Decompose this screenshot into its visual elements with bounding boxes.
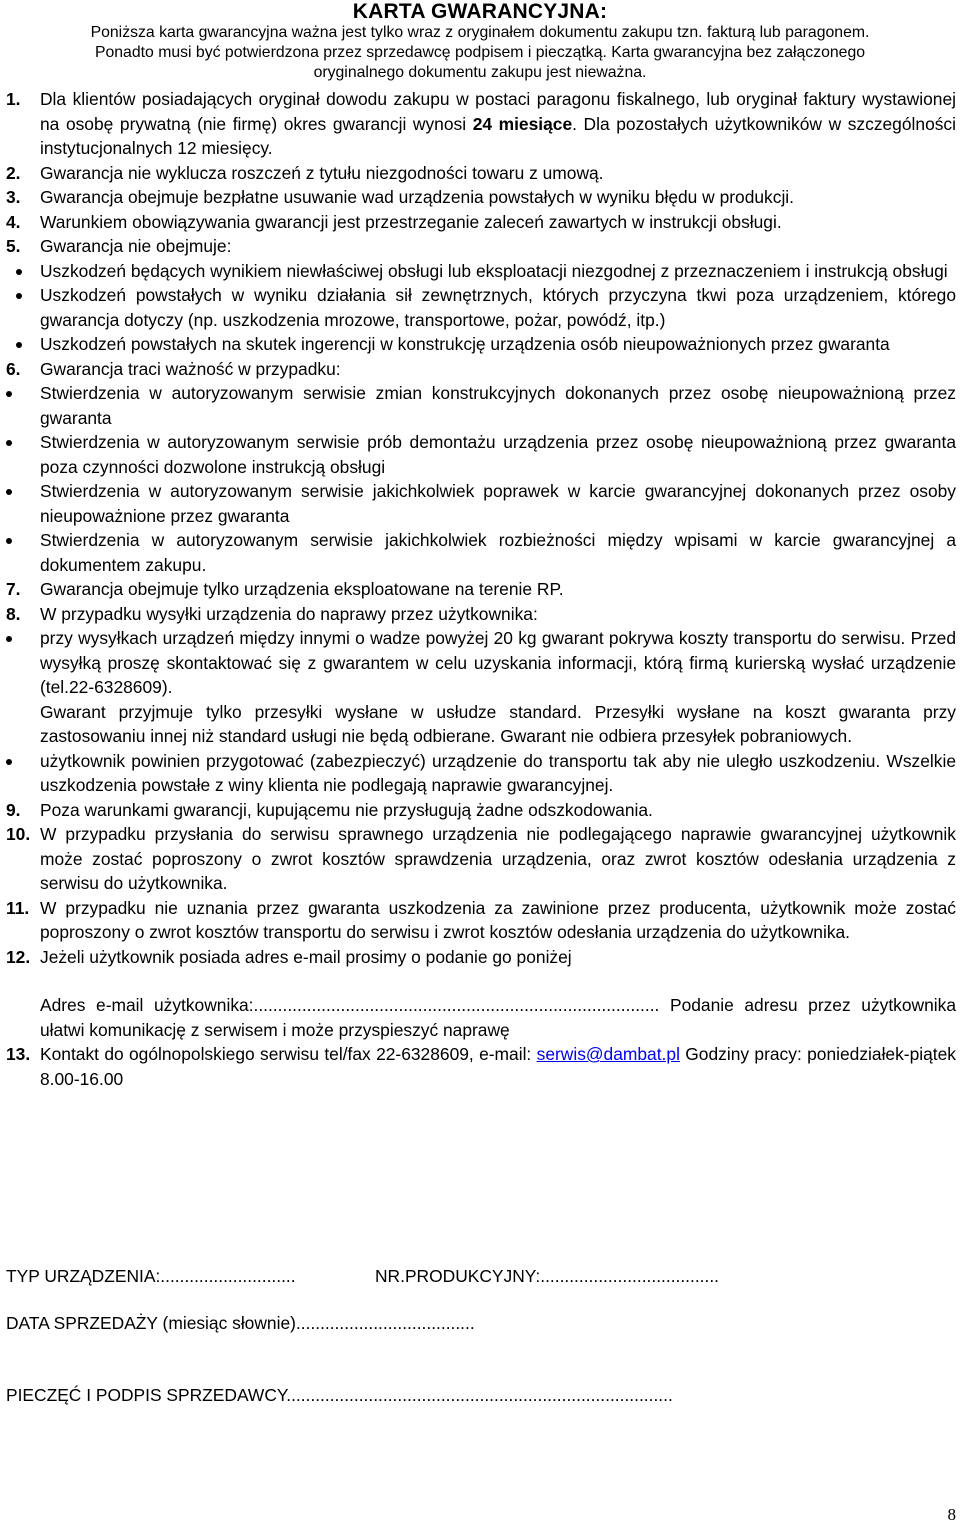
term-number: 10. bbox=[6, 824, 31, 844]
term-number: 9. bbox=[6, 799, 21, 820]
list-item-text: Stwierdzenia w autoryzowanym serwisie zmian konstrukcyjnych dokonanych przez osobę nieupoważnioną przez gwaranta bbox=[40, 383, 956, 428]
list-item bbox=[6, 381, 956, 430]
service-email-link[interactable]: serwis@dambat.pl bbox=[536, 1044, 680, 1064]
list-item bbox=[6, 283, 956, 332]
term-text: W przypadku nie uznania przez gwaranta uszkodzenia za zawinione przez producenta, użytkownik może zostać poproszony o zwrot kosztów transportu do serwisu i zwrot kosztów odesłania urządzenia do użytkownika. bbox=[40, 897, 956, 942]
list-item bbox=[6, 626, 956, 700]
page-number: 8 bbox=[947, 1505, 956, 1524]
list-item bbox=[6, 749, 956, 798]
term-text: . Dla pozostałych użytkowników w szczególności instytucjonalnych 12 miesięcy. bbox=[40, 113, 956, 158]
term-8 bbox=[6, 602, 956, 627]
term-text: Godziny pracy: poniedziałek-piątek 8.00-16.00 bbox=[40, 1044, 957, 1089]
term-number: 4. bbox=[6, 211, 21, 232]
term-text: Gwarancja nie obejmuje: bbox=[40, 236, 232, 256]
list-item-text: przy wysyłkach urządzeń między innymi o wadze powyżej 20 kg gwarant pokrywa koszty transportu do serwisu. Przed wysyłką proszę skontaktować się z gwarantem w celu uzyskania informacji, którą firmą kurierską wysłać urządzenie (tel.22-6328609). bbox=[40, 628, 956, 697]
term-1 bbox=[6, 87, 956, 161]
bullet-icon bbox=[6, 440, 12, 446]
intro-line: Ponadto musi być potwierdzona przez sprzedawcę podpisem i pieczątką. Karta gwarancyjna bez załączonego bbox=[94, 44, 866, 61]
term-number: 2. bbox=[6, 162, 21, 183]
term-text: Poza warunkami gwarancji, kupującemu nie przysługują żadne odszkodowania. bbox=[40, 799, 653, 820]
bullet-icon bbox=[6, 636, 12, 642]
list-item-continuation: Gwarant przyjmuje tylko przesyłki wysłane w usłudze standard. Przesyłki wysłane na koszt gwaranta przy zastosowaniu innej niż standard usługi nie będą odbierane. Gwarant nie odbiera przesyłek pobraniowych. bbox=[40, 701, 956, 746]
term-2 bbox=[6, 161, 956, 186]
bullet-icon bbox=[6, 391, 12, 397]
sale-date-field[interactable]: DATA SPRZEDAŻY (miesiąc słownie)..................................... bbox=[6, 1313, 475, 1333]
email-entry-field[interactable]: Adres e-mail użytkownika:.................................................................................... Podanie adresu przez użytkownika ułatwi komunikację z serwisem i może przyspieszyć naprawę bbox=[40, 995, 956, 1040]
term-4 bbox=[6, 210, 956, 235]
term-text: Gwarancja obejmuje bezpłatne usuwanie wad urządzenia powstałych w wyniku błędu w produkcji. bbox=[40, 187, 795, 207]
list-item-text: Stwierdzenia w autoryzowanym serwisie jakichkolwiek poprawek w karcie gwarancyjnej dokonanych przez osoby nieupoważnione przez gwaranta bbox=[40, 481, 956, 526]
term-9 bbox=[6, 798, 956, 823]
device-type-field[interactable]: TYP URZĄDZENIA:............................ bbox=[6, 1266, 296, 1286]
intro-note bbox=[0, 23, 960, 83]
term-number: 3. bbox=[6, 187, 21, 207]
term-7 bbox=[6, 577, 956, 602]
bullet-icon bbox=[16, 342, 22, 348]
term-number: 12. bbox=[6, 946, 31, 967]
term-13 bbox=[6, 1042, 956, 1091]
intro-line: oryginalnego dokumentu zakupu jest nieważna. bbox=[313, 64, 647, 81]
term-12 bbox=[6, 945, 956, 970]
serial-number-field[interactable]: NR.PRODUKCYJNY:..................................... bbox=[375, 1266, 720, 1286]
intro-line: Poniższa karta gwarancyjna ważna jest tylko wraz z oryginałem dokumentu zakupu tzn. fakturą lub paragonem. bbox=[90, 24, 870, 41]
term-text: W przypadku wysyłki urządzenia do naprawy przez użytkownika: bbox=[40, 603, 538, 624]
list-item-text: użytkownik powinien przygotować (zabezpieczyć) urządzenie do transportu tak aby nie uległo uszkodzeniu. Wszelkie uszkodzenia powstałe z winy klienta nie podlegają naprawie gwarancyjnej. bbox=[40, 750, 956, 795]
term-text: Gwarancja obejmuje tylko urządzenia eksploatowane na terenie RP. bbox=[40, 579, 564, 599]
term-text: Gwarancja nie wyklucza roszczeń z tytułu niezgodności towaru z umową. bbox=[40, 162, 604, 183]
list-item bbox=[6, 479, 956, 528]
term-number: 7. bbox=[6, 579, 21, 599]
list-item-text: Stwierdzenia w autoryzowanym serwisie jakichkolwiek rozbieżności między wpisami w karcie gwarancyjnej a dokumentem zakupu. bbox=[40, 530, 956, 575]
list-item-text: Uszkodzeń powstałych w wyniku działania sił zewnętrznych, których przyczyna tkwi poza urządzeniem, którego gwarancja dotyczy (np. uszkodzenia mrozowe, transportowe, pożar, powódź, itp.) bbox=[40, 285, 956, 330]
list-item bbox=[6, 332, 956, 357]
warranty-terms bbox=[6, 87, 956, 1091]
list-item bbox=[6, 259, 956, 284]
list-item bbox=[6, 430, 956, 479]
page-title: KARTA GWARANCYJNA: bbox=[352, 0, 608, 23]
term-number: 8. bbox=[6, 603, 21, 624]
term-number: 13. bbox=[6, 1044, 31, 1064]
spacer bbox=[6, 969, 956, 993]
term-text: W przypadku przysłania do serwisu sprawnego urządzenia nie podlegającego naprawie gwarancyjnej użytkownik może zostać poproszony o zwrot kosztów sprawdzenia urządzenia, oraz zwrot kosztów odesłania urządzenia z serwisu do użytkownika. bbox=[40, 824, 956, 893]
term-text: Warunkiem obowiązywania gwarancji jest przestrzeganie zaleceń zawartych w instrukcji obsługi. bbox=[40, 211, 782, 232]
term-10 bbox=[6, 822, 956, 896]
term-6 bbox=[6, 357, 956, 382]
term-number: 6. bbox=[6, 358, 21, 379]
list-item-text: Stwierdzenia w autoryzowanym serwisie prób demontażu urządzenia przez osobę nieupoważnioną przez gwaranta poza czynności dozwolone instrukcją obsługi bbox=[40, 432, 956, 477]
bullet-icon bbox=[16, 293, 22, 299]
bullet-icon bbox=[6, 759, 12, 765]
seller-stamp-signature-field[interactable]: PIECZĘĆ I PODPIS SPRZEDAWCY................................................................................ bbox=[6, 1385, 673, 1405]
bullet-icon bbox=[6, 538, 12, 544]
term-number: 5. bbox=[6, 236, 21, 256]
list-item bbox=[6, 528, 956, 577]
term-text: Jeżeli użytkownik posiada adres e-mail prosimy o podanie go poniżej bbox=[40, 946, 572, 967]
term-number: 11. bbox=[6, 897, 30, 918]
term-number: 1. bbox=[6, 89, 21, 109]
term-text: Dla klientów posiadających oryginał dowodu zakupu w postaci paragonu fiskalnego, lub oryginał faktury wystawionej na osobę prywatną (nie firmę) okres gwarancji wynosi bbox=[40, 89, 956, 134]
term-text: Kontakt do ogólnopolskiego serwisu tel/fax 22-6328609, e-mail: bbox=[40, 1044, 537, 1064]
term-5 bbox=[6, 234, 956, 259]
term-3 bbox=[6, 185, 956, 210]
bullet-icon bbox=[6, 489, 12, 495]
bullet-icon bbox=[16, 269, 22, 275]
list-item-text: Uszkodzeń będących wynikiem niewłaściwej obsługi lub eksploatacji niezgodnej z przeznaczeniem i instrukcją obsługi bbox=[40, 260, 948, 281]
warranty-period: 24 miesiące bbox=[472, 113, 573, 134]
list-item-text: Uszkodzeń powstałych na skutek ingerencji w konstrukcję urządzenia osób nieupoważnionych przez gwaranta bbox=[40, 334, 890, 354]
term-11 bbox=[6, 896, 956, 945]
term-text: Gwarancja traci ważność w przypadku: bbox=[40, 358, 341, 379]
